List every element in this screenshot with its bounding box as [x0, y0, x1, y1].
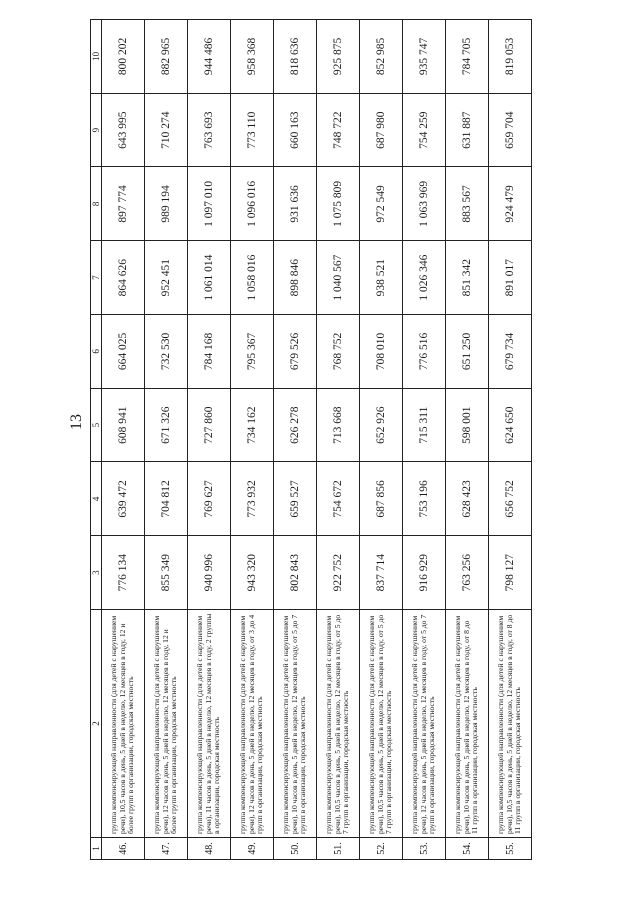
group-description: группа компенсирующей направленности (для детей с нарушением речи), 10,5 часов в день, 5 дней в неделю, 12 месяцев в году, от 8 до 11 групп в организации, городская местность	[489, 610, 532, 838]
table-body	[102, 20, 532, 860]
value-cell: 989 194	[145, 167, 188, 241]
value-cell: 679 526	[274, 315, 317, 389]
value-cell: 798 127	[489, 536, 532, 610]
value-cell: 776 516	[403, 315, 446, 389]
row-number: 52.	[360, 838, 403, 860]
group-description: группа компенсирующей направленности (для детей с нарушением речи), 10 часов в день, 5 дней в неделю, 12 месяцев в году, от 8 до 11 групп в организации, городская местность	[446, 610, 489, 838]
table-row	[102, 20, 145, 860]
value-cell: 671 326	[145, 388, 188, 462]
header-cell: 2	[91, 610, 102, 838]
value-cell: 1 040 567	[317, 241, 360, 315]
value-cell: 784 168	[188, 315, 231, 389]
table-row	[489, 20, 532, 860]
value-cell: 715 311	[403, 388, 446, 462]
value-cell: 924 479	[489, 167, 532, 241]
row-number: 51.	[317, 838, 360, 860]
value-cell: 732 530	[145, 315, 188, 389]
value-cell: 624 650	[489, 388, 532, 462]
value-cell: 935 747	[403, 20, 446, 94]
header-cell: 8	[91, 167, 102, 241]
value-cell: 754 672	[317, 462, 360, 536]
value-cell: 734 162	[231, 388, 274, 462]
value-cell: 800 202	[102, 20, 145, 94]
value-cell: 659 704	[489, 93, 532, 167]
value-cell: 628 423	[446, 462, 489, 536]
value-cell: 679 734	[489, 315, 532, 389]
table-row	[403, 20, 446, 860]
row-number: 46.	[102, 838, 145, 860]
table-row	[145, 20, 188, 860]
value-cell: 773 932	[231, 462, 274, 536]
value-cell: 687 856	[360, 462, 403, 536]
table-row	[446, 20, 489, 860]
value-cell: 943 320	[231, 536, 274, 610]
value-cell: 802 843	[274, 536, 317, 610]
header-cell: 6	[91, 315, 102, 389]
value-cell: 1 097 010	[188, 167, 231, 241]
value-cell: 958 368	[231, 20, 274, 94]
value-cell: 768 752	[317, 315, 360, 389]
value-cell: 664 025	[102, 315, 145, 389]
value-cell: 643 995	[102, 93, 145, 167]
value-cell: 952 451	[145, 241, 188, 315]
value-cell: 763 693	[188, 93, 231, 167]
value-cell: 652 926	[360, 388, 403, 462]
value-cell: 1 058 016	[231, 241, 274, 315]
row-number: 48.	[188, 838, 231, 860]
value-cell: 713 668	[317, 388, 360, 462]
table-header-row	[91, 20, 102, 860]
group-description: группа компенсирующей направленности (для детей с нарушением речи), 10 часов в день, 5 дней в неделю, 12 месяцев в году, от 5 до 7 групп в организации, городская местность	[274, 610, 317, 838]
table-row	[231, 20, 274, 860]
value-cell: 864 626	[102, 241, 145, 315]
value-cell: 916 929	[403, 536, 446, 610]
group-description: группа компенсирующей направленности (для детей с нарушением речи), 12 часов в день, 5 дней в неделю, 12 месяцев в году, от 5 до 7 групп в организации, городская местность	[403, 610, 446, 838]
value-cell: 631 887	[446, 93, 489, 167]
table-row	[188, 20, 231, 860]
header-cell: 5	[91, 388, 102, 462]
group-description: группа компенсирующей направленности (для детей с нарушением речи), 11 часов в день, 5 дней в неделю, 12 месяцев в году, 2 группы в организации, городская местность	[188, 610, 231, 838]
value-cell: 852 985	[360, 20, 403, 94]
value-cell: 819 053	[489, 20, 532, 94]
value-cell: 851 342	[446, 241, 489, 315]
group-description: группа компенсирующей направленности (для детей с нарушением речи), 10,5 часов в день, 5 дней в неделю, 12 месяцев в году, от 5 до 7 групп в организации, городская местность	[317, 610, 360, 838]
value-cell: 704 812	[145, 462, 188, 536]
value-cell: 922 752	[317, 536, 360, 610]
value-cell: 898 846	[274, 241, 317, 315]
value-cell: 931 636	[274, 167, 317, 241]
value-cell: 656 752	[489, 462, 532, 536]
value-cell: 882 965	[145, 20, 188, 94]
value-cell: 598 001	[446, 388, 489, 462]
value-cell: 1 075 809	[317, 167, 360, 241]
value-cell: 784 705	[446, 20, 489, 94]
value-cell: 972 549	[360, 167, 403, 241]
value-cell: 608 941	[102, 388, 145, 462]
value-cell: 940 996	[188, 536, 231, 610]
header-cell: 9	[91, 93, 102, 167]
value-cell: 660 163	[274, 93, 317, 167]
value-cell: 1 063 969	[403, 167, 446, 241]
value-cell: 651 250	[446, 315, 489, 389]
value-cell: 837 714	[360, 536, 403, 610]
value-cell: 687 980	[360, 93, 403, 167]
value-cell: 710 274	[145, 93, 188, 167]
value-cell: 708 010	[360, 315, 403, 389]
value-cell: 763 256	[446, 536, 489, 610]
table-row	[274, 20, 317, 860]
value-cell: 1 026 346	[403, 241, 446, 315]
value-cell: 818 636	[274, 20, 317, 94]
value-cell: 897 774	[102, 167, 145, 241]
value-cell: 659 527	[274, 462, 317, 536]
row-number: 47.	[145, 838, 188, 860]
group-description: группа компенсирующей направленности (для детей с нарушением речи), 10,5 часов в день, 5 дней в неделю, 12 месяцев в году, 12 и более групп в организации, городская местность	[102, 610, 145, 838]
value-cell: 883 567	[446, 167, 489, 241]
value-cell: 773 110	[231, 93, 274, 167]
value-cell: 938 521	[360, 241, 403, 315]
value-cell: 639 472	[102, 462, 145, 536]
rotated-table-container	[90, 20, 540, 860]
value-cell: 891 017	[489, 241, 532, 315]
value-cell: 855 349	[145, 536, 188, 610]
value-cell: 769 627	[188, 462, 231, 536]
row-number: 54.	[446, 838, 489, 860]
tariff-table	[90, 19, 532, 860]
group-description: группа компенсирующей направленности (для детей с нарушением речи), 12 часов в день, 5 дней в неделю, 12 месяцев в году, 12 и более групп в организации, городская местность	[145, 610, 188, 838]
table-row	[317, 20, 360, 860]
value-cell: 754 259	[403, 93, 446, 167]
value-cell: 748 722	[317, 93, 360, 167]
group-description: группа компенсирующей направленности (для детей с нарушением речи), 12 часов в день, 5 дней в неделю, 12 месяцев в году, от 3 до 4 групп в организации, городская местность	[231, 610, 274, 838]
row-number: 50.	[274, 838, 317, 860]
header-cell: 10	[91, 20, 102, 94]
header-cell: 3	[91, 536, 102, 610]
header-cell: 4	[91, 462, 102, 536]
row-number: 55.	[489, 838, 532, 860]
header-cell: 7	[91, 241, 102, 315]
value-cell: 944 486	[188, 20, 231, 94]
value-cell: 776 134	[102, 536, 145, 610]
group-description: группа компенсирующей направленности (для детей с нарушением речи), 10,5 часов в день, 5 дней в неделю, 12 месяцев в году, от 5 до 7 групп в организации, городская местность	[360, 610, 403, 838]
table-row	[360, 20, 403, 860]
value-cell: 1 061 014	[188, 241, 231, 315]
value-cell: 727 860	[188, 388, 231, 462]
value-cell: 753 196	[403, 462, 446, 536]
page-number: 13	[68, 414, 85, 430]
row-number: 49.	[231, 838, 274, 860]
value-cell: 1 096 016	[231, 167, 274, 241]
value-cell: 795 367	[231, 315, 274, 389]
value-cell: 925 875	[317, 20, 360, 94]
header-cell: 1	[91, 838, 102, 860]
row-number: 53.	[403, 838, 446, 860]
value-cell: 626 278	[274, 388, 317, 462]
